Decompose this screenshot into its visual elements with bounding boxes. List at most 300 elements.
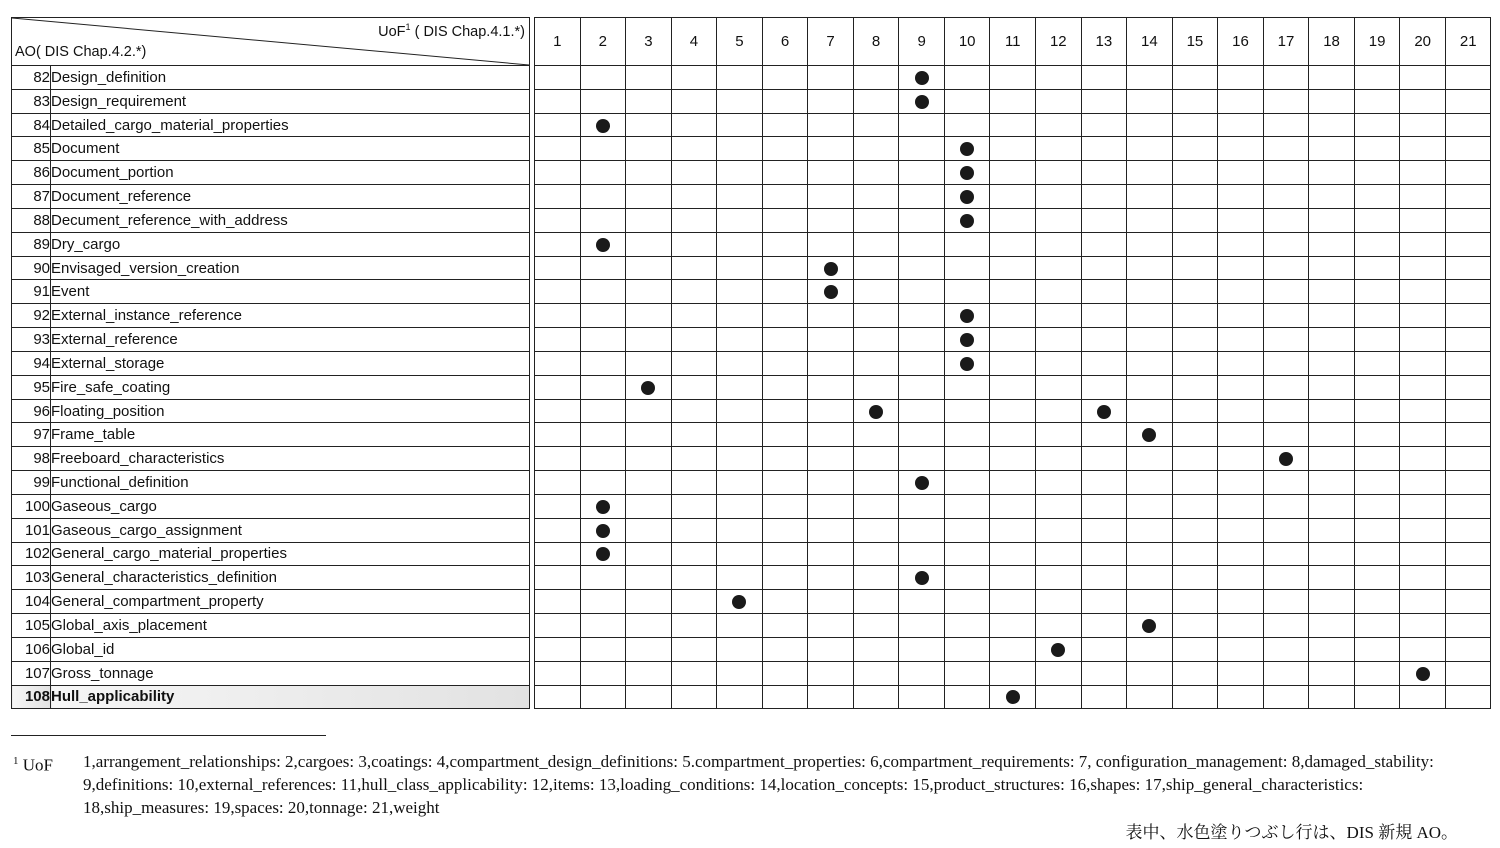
matrix-cell xyxy=(1172,304,1218,328)
matrix-cell xyxy=(808,137,854,161)
matrix-cell xyxy=(808,161,854,185)
matrix-cell xyxy=(671,328,717,352)
matrix-cell xyxy=(626,661,672,685)
matrix-cell xyxy=(1309,518,1355,542)
matrix-cell xyxy=(853,518,899,542)
matrix-cell xyxy=(1263,351,1309,375)
matrix-cell xyxy=(1036,685,1082,709)
matrix-cell xyxy=(580,256,626,280)
matrix-cell xyxy=(1127,66,1173,90)
matrix-cell xyxy=(1036,66,1082,90)
matrix-cell xyxy=(762,471,808,495)
matrix-cell xyxy=(808,185,854,209)
matrix-cell xyxy=(535,637,581,661)
matrix-cell xyxy=(535,66,581,90)
matrix-cell xyxy=(1081,304,1127,328)
matrix-cell xyxy=(1309,375,1355,399)
membership-dot xyxy=(915,95,929,109)
matrix-cell xyxy=(580,518,626,542)
matrix-cell xyxy=(1081,208,1127,232)
matrix-cell xyxy=(899,137,945,161)
matrix-cell xyxy=(1127,542,1173,566)
matrix-cell xyxy=(1309,685,1355,709)
matrix-cell xyxy=(1263,494,1309,518)
matrix-cell xyxy=(1263,423,1309,447)
matrix-cell xyxy=(1036,304,1082,328)
matrix-cell xyxy=(717,637,763,661)
matrix-cell xyxy=(671,518,717,542)
matrix-cell xyxy=(1263,161,1309,185)
matrix-cell xyxy=(1172,256,1218,280)
matrix-cell xyxy=(1445,447,1491,471)
ao-name: Frame_table xyxy=(51,423,530,447)
matrix-cell xyxy=(1263,471,1309,495)
table-row xyxy=(12,351,1491,375)
matrix-cell xyxy=(944,66,990,90)
matrix-cell xyxy=(1400,328,1446,352)
matrix-cell xyxy=(717,232,763,256)
matrix-cell xyxy=(1218,66,1264,90)
matrix-cell xyxy=(535,494,581,518)
matrix-cell xyxy=(1127,614,1173,638)
table-row xyxy=(12,494,1491,518)
matrix-cell xyxy=(1172,66,1218,90)
matrix-cell xyxy=(1309,208,1355,232)
uof-column-header: 19 xyxy=(1354,18,1400,66)
matrix-cell xyxy=(1400,113,1446,137)
table-row xyxy=(12,614,1491,638)
matrix-cell xyxy=(671,304,717,328)
matrix-cell xyxy=(1081,637,1127,661)
table-row xyxy=(12,232,1491,256)
membership-dot xyxy=(869,405,883,419)
matrix-cell xyxy=(1218,518,1264,542)
matrix-cell xyxy=(1127,280,1173,304)
uof-column-header: 14 xyxy=(1127,18,1173,66)
ao-number: 107 xyxy=(12,661,51,685)
matrix-cell xyxy=(808,351,854,375)
matrix-cell xyxy=(808,232,854,256)
matrix-cell xyxy=(1172,137,1218,161)
matrix-cell xyxy=(808,494,854,518)
matrix-cell xyxy=(1036,518,1082,542)
matrix-cell xyxy=(1127,161,1173,185)
ao-name: External_storage xyxy=(51,351,530,375)
matrix-cell xyxy=(1172,375,1218,399)
matrix-cell xyxy=(944,542,990,566)
matrix-cell xyxy=(944,566,990,590)
matrix-cell xyxy=(1263,399,1309,423)
matrix-cell xyxy=(1309,113,1355,137)
matrix-cell xyxy=(535,423,581,447)
matrix-cell xyxy=(1172,399,1218,423)
matrix-cell xyxy=(1172,423,1218,447)
matrix-cell xyxy=(1218,494,1264,518)
membership-dot xyxy=(596,524,610,538)
matrix-cell xyxy=(580,637,626,661)
matrix-cell xyxy=(762,399,808,423)
table-row xyxy=(12,66,1491,90)
matrix-cell xyxy=(1172,614,1218,638)
matrix-cell xyxy=(1218,304,1264,328)
matrix-cell xyxy=(1036,161,1082,185)
matrix-cell xyxy=(1400,232,1446,256)
matrix-cell xyxy=(671,185,717,209)
matrix-cell xyxy=(853,113,899,137)
matrix-cell xyxy=(626,185,672,209)
matrix-cell xyxy=(1127,113,1173,137)
uof-column-header: 11 xyxy=(990,18,1036,66)
matrix-cell xyxy=(1400,542,1446,566)
matrix-cell xyxy=(853,399,899,423)
matrix-cell xyxy=(1309,494,1355,518)
matrix-cell xyxy=(1309,590,1355,614)
matrix-cell xyxy=(944,423,990,447)
table-row xyxy=(12,423,1491,447)
matrix-cell xyxy=(1218,590,1264,614)
matrix-cell xyxy=(853,328,899,352)
matrix-cell xyxy=(1127,375,1173,399)
matrix-cell xyxy=(1354,161,1400,185)
matrix-cell xyxy=(1036,113,1082,137)
matrix-cell xyxy=(1445,375,1491,399)
matrix-cell xyxy=(535,447,581,471)
matrix-cell xyxy=(1263,518,1309,542)
ao-name: Dry_cargo xyxy=(51,232,530,256)
ao-number: 102 xyxy=(12,542,51,566)
matrix-cell xyxy=(1400,661,1446,685)
matrix-cell xyxy=(626,232,672,256)
membership-dot xyxy=(960,142,974,156)
matrix-cell xyxy=(1036,399,1082,423)
matrix-cell xyxy=(1400,89,1446,113)
matrix-cell xyxy=(1036,661,1082,685)
matrix-cell xyxy=(944,89,990,113)
ao-name: Gaseous_cargo_assignment xyxy=(51,518,530,542)
matrix-cell xyxy=(1309,399,1355,423)
matrix-cell xyxy=(1081,232,1127,256)
matrix-cell xyxy=(853,661,899,685)
matrix-cell xyxy=(1127,185,1173,209)
matrix-cell xyxy=(626,375,672,399)
matrix-cell xyxy=(1309,447,1355,471)
matrix-cell xyxy=(1263,661,1309,685)
matrix-cell xyxy=(762,161,808,185)
matrix-cell xyxy=(1127,256,1173,280)
matrix-cell xyxy=(990,614,1036,638)
membership-dot xyxy=(960,166,974,180)
matrix-cell xyxy=(1218,685,1264,709)
matrix-cell xyxy=(626,637,672,661)
matrix-cell xyxy=(1400,399,1446,423)
matrix-cell xyxy=(944,614,990,638)
ao-number: 98 xyxy=(12,447,51,471)
uof-column-header: 20 xyxy=(1400,18,1446,66)
matrix-cell xyxy=(1445,89,1491,113)
matrix-cell xyxy=(1354,614,1400,638)
matrix-cell xyxy=(1263,542,1309,566)
footnote-rule xyxy=(11,735,326,736)
matrix-cell xyxy=(626,280,672,304)
matrix-cell xyxy=(1309,423,1355,447)
matrix-cell xyxy=(1127,423,1173,447)
matrix-cell xyxy=(808,375,854,399)
matrix-cell xyxy=(1445,328,1491,352)
matrix-cell xyxy=(1309,471,1355,495)
matrix-cell xyxy=(580,351,626,375)
matrix-cell xyxy=(535,161,581,185)
matrix-cell xyxy=(762,256,808,280)
matrix-cell xyxy=(1445,256,1491,280)
matrix-cell xyxy=(1309,137,1355,161)
matrix-cell xyxy=(1400,185,1446,209)
membership-dot xyxy=(1142,428,1156,442)
matrix-cell xyxy=(944,304,990,328)
matrix-cell xyxy=(626,66,672,90)
matrix-cell xyxy=(580,328,626,352)
table-row xyxy=(12,137,1491,161)
matrix-cell xyxy=(671,685,717,709)
matrix-cell xyxy=(762,328,808,352)
matrix-cell xyxy=(1309,542,1355,566)
ao-number: 86 xyxy=(12,161,51,185)
matrix-cell xyxy=(580,447,626,471)
matrix-cell xyxy=(717,137,763,161)
ao-number: 106 xyxy=(12,637,51,661)
matrix-cell xyxy=(1036,256,1082,280)
matrix-cell xyxy=(899,661,945,685)
matrix-cell xyxy=(990,113,1036,137)
matrix-cell xyxy=(1354,661,1400,685)
matrix-cell xyxy=(580,494,626,518)
matrix-cell xyxy=(717,185,763,209)
matrix-cell xyxy=(990,518,1036,542)
matrix-cell xyxy=(1354,447,1400,471)
matrix-cell xyxy=(1400,471,1446,495)
ao-name: General_cargo_material_properties xyxy=(51,542,530,566)
matrix-cell xyxy=(1127,328,1173,352)
matrix-cell xyxy=(1263,328,1309,352)
matrix-cell xyxy=(808,614,854,638)
matrix-cell xyxy=(580,542,626,566)
matrix-cell xyxy=(1354,280,1400,304)
matrix-cell xyxy=(1081,614,1127,638)
matrix-cell xyxy=(944,137,990,161)
matrix-cell xyxy=(1172,351,1218,375)
matrix-cell xyxy=(580,614,626,638)
matrix-cell xyxy=(1400,137,1446,161)
matrix-cell xyxy=(580,304,626,328)
matrix-cell xyxy=(762,137,808,161)
matrix-cell xyxy=(717,447,763,471)
uof-column-header: 2 xyxy=(580,18,626,66)
matrix-cell xyxy=(535,614,581,638)
matrix-cell xyxy=(1400,304,1446,328)
matrix-cell xyxy=(671,89,717,113)
matrix-cell xyxy=(1218,614,1264,638)
matrix-cell xyxy=(671,208,717,232)
matrix-cell xyxy=(717,542,763,566)
matrix-cell xyxy=(1218,471,1264,495)
matrix-cell xyxy=(762,113,808,137)
matrix-cell xyxy=(990,256,1036,280)
matrix-cell xyxy=(1081,542,1127,566)
matrix-cell xyxy=(580,590,626,614)
matrix-cell xyxy=(853,423,899,447)
matrix-cell xyxy=(1127,304,1173,328)
matrix-cell xyxy=(717,66,763,90)
matrix-cell xyxy=(1172,494,1218,518)
matrix-cell xyxy=(1218,351,1264,375)
matrix-cell xyxy=(1354,637,1400,661)
matrix-cell xyxy=(580,66,626,90)
matrix-cell xyxy=(1400,590,1446,614)
matrix-cell xyxy=(671,542,717,566)
matrix-cell xyxy=(626,685,672,709)
matrix-cell xyxy=(1081,89,1127,113)
matrix-cell xyxy=(1400,351,1446,375)
matrix-cell xyxy=(808,66,854,90)
matrix-cell xyxy=(671,256,717,280)
matrix-cell xyxy=(671,590,717,614)
uof-column-header: 10 xyxy=(944,18,990,66)
table-row xyxy=(12,685,1491,709)
matrix-cell xyxy=(1172,328,1218,352)
membership-dot xyxy=(960,357,974,371)
matrix-cell xyxy=(990,89,1036,113)
matrix-cell xyxy=(944,328,990,352)
membership-dot xyxy=(1279,452,1293,466)
matrix-cell xyxy=(990,447,1036,471)
matrix-cell xyxy=(1354,208,1400,232)
matrix-cell xyxy=(535,113,581,137)
membership-dot xyxy=(1142,619,1156,633)
matrix-cell xyxy=(1400,637,1446,661)
matrix-cell xyxy=(1445,494,1491,518)
matrix-cell xyxy=(899,685,945,709)
matrix-cell xyxy=(671,66,717,90)
matrix-cell xyxy=(580,685,626,709)
matrix-cell xyxy=(808,89,854,113)
matrix-cell xyxy=(535,208,581,232)
matrix-cell xyxy=(990,423,1036,447)
matrix-cell xyxy=(671,375,717,399)
matrix-cell xyxy=(1036,566,1082,590)
matrix-cell xyxy=(717,518,763,542)
matrix-cell xyxy=(899,423,945,447)
table-row xyxy=(12,471,1491,495)
matrix-cell xyxy=(762,208,808,232)
matrix-cell xyxy=(1127,566,1173,590)
matrix-cell xyxy=(580,161,626,185)
matrix-cell xyxy=(1445,113,1491,137)
matrix-cell xyxy=(1081,685,1127,709)
matrix-cell xyxy=(717,351,763,375)
matrix-cell xyxy=(1172,566,1218,590)
matrix-cell xyxy=(853,280,899,304)
ao-number: 89 xyxy=(12,232,51,256)
matrix-cell xyxy=(1218,328,1264,352)
matrix-cell xyxy=(1400,566,1446,590)
matrix-cell xyxy=(853,637,899,661)
matrix-cell xyxy=(580,185,626,209)
matrix-cell xyxy=(1081,566,1127,590)
matrix-cell xyxy=(1309,89,1355,113)
uof-column-header: 7 xyxy=(808,18,854,66)
matrix-cell xyxy=(1309,566,1355,590)
table-row xyxy=(12,89,1491,113)
matrix-cell xyxy=(899,471,945,495)
matrix-cell xyxy=(762,637,808,661)
matrix-cell xyxy=(1263,590,1309,614)
matrix-cell xyxy=(717,375,763,399)
matrix-cell xyxy=(535,518,581,542)
matrix-cell xyxy=(626,161,672,185)
matrix-cell xyxy=(535,328,581,352)
matrix-cell xyxy=(1445,208,1491,232)
matrix-cell xyxy=(1218,542,1264,566)
matrix-cell xyxy=(580,399,626,423)
matrix-cell xyxy=(626,137,672,161)
matrix-cell xyxy=(853,614,899,638)
matrix-cell xyxy=(944,661,990,685)
matrix-cell xyxy=(762,590,808,614)
matrix-cell xyxy=(1218,113,1264,137)
matrix-cell xyxy=(1263,375,1309,399)
matrix-cell xyxy=(1354,566,1400,590)
matrix-cell xyxy=(535,256,581,280)
matrix-cell xyxy=(808,208,854,232)
matrix-cell xyxy=(535,685,581,709)
matrix-cell xyxy=(1036,447,1082,471)
matrix-cell xyxy=(1036,208,1082,232)
matrix-cell xyxy=(1172,280,1218,304)
table-row xyxy=(12,637,1491,661)
matrix-cell xyxy=(580,280,626,304)
ao-name: Design_definition xyxy=(51,66,530,90)
matrix-cell xyxy=(1218,256,1264,280)
matrix-cell xyxy=(717,566,763,590)
matrix-cell xyxy=(626,447,672,471)
matrix-cell xyxy=(1309,280,1355,304)
matrix-cell xyxy=(1036,185,1082,209)
membership-dot xyxy=(824,262,838,276)
matrix-cell xyxy=(808,113,854,137)
matrix-cell xyxy=(808,447,854,471)
matrix-cell xyxy=(1127,399,1173,423)
matrix-cell xyxy=(853,304,899,328)
matrix-cell xyxy=(1400,375,1446,399)
matrix-cell xyxy=(944,494,990,518)
ao-name: External_reference xyxy=(51,328,530,352)
matrix-cell xyxy=(990,494,1036,518)
matrix-cell xyxy=(1081,256,1127,280)
matrix-cell xyxy=(535,375,581,399)
matrix-cell xyxy=(1354,351,1400,375)
matrix-cell xyxy=(626,590,672,614)
uof-column-header: 21 xyxy=(1445,18,1491,66)
matrix-cell xyxy=(1445,185,1491,209)
matrix-cell xyxy=(1263,566,1309,590)
matrix-cell xyxy=(990,399,1036,423)
matrix-cell xyxy=(899,208,945,232)
ao-number: 100 xyxy=(12,494,51,518)
matrix-cell xyxy=(1218,447,1264,471)
ao-name: Freeboard_characteristics xyxy=(51,447,530,471)
matrix-cell xyxy=(626,89,672,113)
matrix-cell xyxy=(1081,161,1127,185)
matrix-cell xyxy=(944,375,990,399)
